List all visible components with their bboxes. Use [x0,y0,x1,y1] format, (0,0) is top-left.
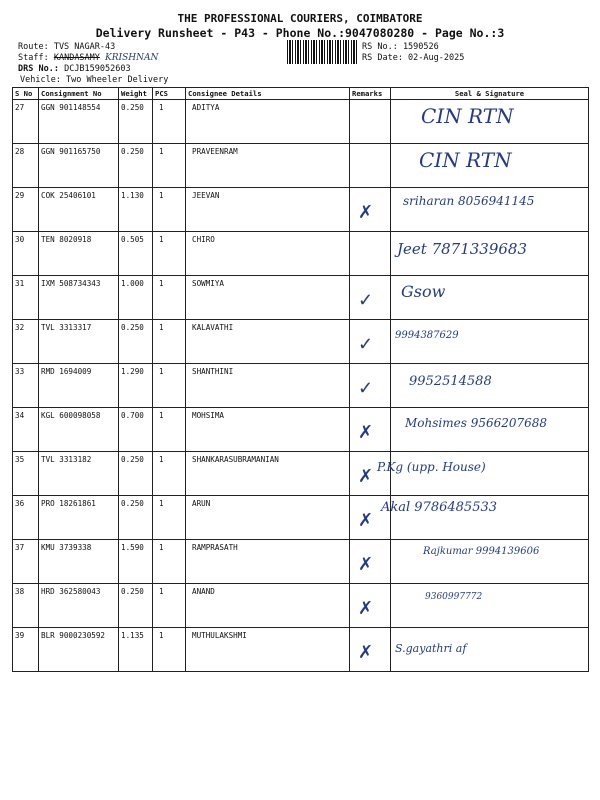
cell-sno: 35 [13,452,39,496]
cell-consignment: HRD 362580043 [39,584,119,628]
cell-remarks [350,320,391,364]
cell-pcs: 1 [153,276,186,320]
cell-remarks [350,144,391,188]
cell-weight: 1.000 [119,276,153,320]
company-title: THE PROFESSIONAL COURIERS, COIMBATORE [177,12,423,25]
cell-consignee: JEEVAN [186,188,350,232]
handwritten-signature: CIN RTN [419,148,512,172]
cell-remarks [350,100,391,144]
table-row [13,276,589,320]
route-label: Route: TVS NAGAR-43 [18,42,116,52]
cell-signature [391,408,589,452]
cell-signature [391,320,589,364]
remark-mark: ✗ [358,466,374,487]
cell-pcs: 1 [153,584,186,628]
cell-consignee: ANAND [186,584,350,628]
cell-consignee: MOHSIMA [186,408,350,452]
cell-consignee: MUTHULAKSHMI [186,628,350,672]
cell-weight: 1.290 [119,364,153,408]
cell-pcs: 1 [153,188,186,232]
cell-sno: 28 [13,144,39,188]
cell-signature [391,144,589,188]
cell-remarks [350,188,391,232]
cell-consignment: GGN 901165750 [39,144,119,188]
cell-sno: 38 [13,584,39,628]
cell-signature [391,584,589,628]
cell-sno: 33 [13,364,39,408]
cell-weight: 0.250 [119,320,153,364]
table-row [13,408,589,452]
cell-remarks [350,232,391,276]
cell-pcs: 1 [153,100,186,144]
cell-weight: 1.135 [119,628,153,672]
handwritten-signature: Gsow [401,282,446,301]
handwritten-signature: Mohsimes 9566207688 [405,416,548,430]
vehicle-label: Vehicle: Two Wheeler Delivery [20,75,169,85]
cell-signature [381,496,589,540]
cell-consignment: RMD 1694009 [39,364,119,408]
staff-line [18,53,158,63]
runsheet-table [12,87,589,672]
cell-sno: 27 [13,100,39,144]
cell-remarks [350,276,391,320]
cell-pcs: 1 [153,496,186,540]
table-header-row [13,88,589,100]
cell-sno: 30 [13,232,39,276]
drs-label: DRS No.: [18,64,59,74]
col-pcs: PCS [153,88,186,100]
cell-signature [391,276,589,320]
cell-remarks [350,628,391,672]
remark-mark: ✗ [358,642,374,663]
cell-consignment: KGL 600098058 [39,408,119,452]
cell-consignment: IXM 508734343 [39,276,119,320]
cell-remarks [350,584,391,628]
drs-line [18,64,131,74]
cell-consignment: GGN 901148554 [39,100,119,144]
handwritten-signature: S.gayathri af [395,642,467,655]
handwritten-signature: 9952514588 [409,374,492,389]
cell-weight: 0.700 [119,408,153,452]
cell-consignment: BLR 9000230592 [39,628,119,672]
handwritten-signature: Jeet 7871339683 [397,240,527,258]
staff-label: Staff: [18,53,49,63]
drs-value: DCJB159052603 [64,64,131,74]
cell-weight: 0.250 [119,144,153,188]
cell-remarks [350,408,391,452]
table-row [13,364,589,408]
rs-date: RS Date: 02-Aug-2025 [362,53,465,63]
cell-remarks [350,540,391,584]
cell-sno: 34 [13,408,39,452]
remark-mark: ✗ [358,598,374,619]
cell-consignment: TEN 8020918 [39,232,119,276]
table-row [13,496,589,540]
cell-weight: 0.505 [119,232,153,276]
table-row [13,452,589,496]
remark-mark: ✗ [358,202,374,223]
col-weight: Weight [119,88,153,100]
cell-consignee: PRAVEENRAM [186,144,350,188]
cell-sno: 29 [13,188,39,232]
table-row [13,540,589,584]
cell-weight: 0.250 [119,452,153,496]
col-sno: S No [13,88,39,100]
col-consignee: Consignee Details [186,88,350,100]
handwritten-signature: 9994387629 [395,330,459,341]
cell-signature [391,628,589,672]
cell-remarks [350,364,391,408]
cell-pcs: 1 [153,540,186,584]
remark-mark: ✗ [358,510,374,531]
cell-weight: 1.130 [119,188,153,232]
cell-consignment: TVL 3313182 [39,452,119,496]
cell-sno: 31 [13,276,39,320]
cell-consignee: KALAVATHI [186,320,350,364]
handwritten-signature: 9360997772 [425,592,483,602]
table-row [13,188,589,232]
cell-weight: 0.250 [119,100,153,144]
cell-signature [391,100,589,144]
cell-pcs: 1 [153,144,186,188]
table-row [13,320,589,364]
table-row [13,100,589,144]
col-signature: Seal & Signature [391,88,589,100]
cell-pcs: 1 [153,364,186,408]
handwritten-signature: Akal 9786485533 [381,500,498,515]
cell-consignee: CHIRO [186,232,350,276]
table-row [13,584,589,628]
cell-pcs: 1 [153,408,186,452]
cell-signature [391,540,589,584]
cell-consignee: SHANTHINI [186,364,350,408]
remark-mark: ✓ [358,378,374,399]
cell-consignment: KMU 3739338 [39,540,119,584]
cell-consignee: ADITYA [186,100,350,144]
cell-pcs: 1 [153,320,186,364]
cell-weight: 0.250 [119,496,153,540]
handwritten-signature: CIN RTN [421,104,514,128]
cell-consignee: SHANKARASUBRAMANIAN [186,452,350,496]
col-remarks: Remarks [350,88,391,100]
table-row [13,628,589,672]
cell-consignee: RAMPRASATH [186,540,350,584]
cell-pcs: 1 [153,232,186,276]
cell-sno: 37 [13,540,39,584]
remark-mark: ✓ [358,334,374,355]
cell-signature [391,188,589,232]
barcode [287,40,359,64]
cell-weight: 1.590 [119,540,153,584]
rs-number: RS No.: 1590526 [362,42,439,52]
staff-handwritten: KRISHNAN [105,53,159,63]
handwritten-signature: P.Kg (upp. House) [377,460,486,474]
staff-printed: KANDASAMY [53,53,100,63]
cell-signature [391,364,589,408]
remark-mark: ✓ [358,290,374,311]
table-row [13,144,589,188]
cell-consignment: COK 25406101 [39,188,119,232]
cell-sno: 36 [13,496,39,540]
cell-weight: 0.250 [119,584,153,628]
cell-consignee: SOWMIYA [186,276,350,320]
table-row [13,232,589,276]
cell-consignment: PRO 18261861 [39,496,119,540]
remark-mark: ✗ [358,554,374,575]
cell-pcs: 1 [153,628,186,672]
col-consignment: Consignment No [39,88,119,100]
cell-pcs: 1 [153,452,186,496]
remark-mark: ✗ [358,422,374,443]
cell-sno: 39 [13,628,39,672]
cell-consignment: TVL 3313317 [39,320,119,364]
runsheet-title: Delivery Runsheet - P43 - Phone No.:9047080280 - Page No.:3 [95,26,505,40]
handwritten-signature: Rajkumar 9994139606 [423,546,540,557]
cell-sno: 32 [13,320,39,364]
handwritten-signature: sriharan 8056941145 [403,194,535,208]
cell-signature [377,452,589,496]
cell-signature [391,232,589,276]
cell-consignee: ARUN [186,496,350,540]
